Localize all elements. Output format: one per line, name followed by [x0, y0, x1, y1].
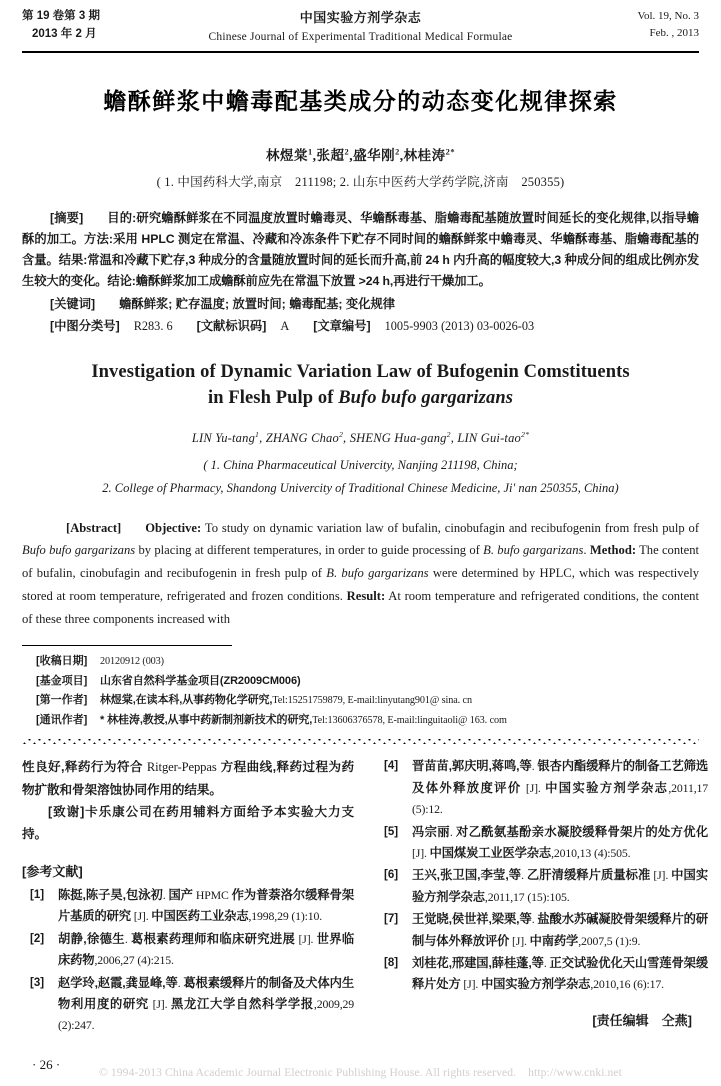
- journal-title-cn: 中国实验方剂学杂志: [299, 10, 422, 25]
- footnote-row: [22, 652, 699, 672]
- reference-number: [5]: [384, 825, 399, 838]
- abstract-cn: [22, 208, 699, 293]
- reference-number: [2]: [30, 932, 45, 945]
- issue-date-en: Feb. , 2013: [649, 27, 699, 40]
- acknowledgment-text: 卡乐康公司在药用辅料方面给予本实验大力支持。: [22, 804, 354, 841]
- article-title-en: [22, 359, 699, 412]
- reference-number: [6]: [384, 869, 399, 882]
- reference-text-latin: ,2011,17 (5):12.: [412, 780, 708, 817]
- reference-text-latin: .: [124, 931, 131, 946]
- cnki-url[interactable]: http://www.cnki.net: [528, 1066, 622, 1079]
- page-number: · 26 ·: [32, 1056, 61, 1072]
- reference-text-cjk: 正交试验优化天山雪莲骨架缓释片处方: [412, 955, 708, 992]
- abstract-en-label: [Abstract]: [66, 520, 122, 535]
- objective-text-en-b: by placing at different temperatures, in order to guide processing of: [135, 543, 484, 558]
- objective-text-cn: 研究蟾酥鲜浆在不同温度放置时蟾毒灵、华蟾酥毒基、脂蟾毒配基随放置时间延长的变化规律,以指导蟾酥的加工。: [22, 210, 699, 247]
- author-name-en: LIN Gui-tao: [457, 431, 522, 446]
- reference-text: [412, 822, 708, 865]
- species-italic-3: B. bufo gargarizans: [326, 566, 429, 581]
- keywords-cn-value: 蟾酥鲜浆; 贮存温度; 放置时间; 蟾毒配基; 变化规律: [119, 296, 396, 311]
- author-separator: ,: [349, 147, 354, 163]
- reference-item: [376, 909, 708, 952]
- reference-text-cjk: 世界临床药物: [58, 931, 354, 968]
- result-text-cn: 常温和冷藏下贮存,3 种成分的含量随放置时间的延长而升高,前 24 h 内升高的幅度较大,3 种成分间的组成比例亦发生较大的变化。: [22, 253, 700, 289]
- affiliation-cn: ( 1. 中国药科大学,南京 211198; 2. 山东中医药大学药学院,济南 250355): [156, 174, 565, 189]
- reference-text-cjk: 乙肝清缓释片质量标准: [526, 868, 651, 883]
- reference-text-cjk: 中国实验方剂学杂志: [545, 780, 669, 795]
- reference-text-cjk: 陈挺,陈子昊,包泳初: [58, 888, 163, 903]
- reference-text-cjk: 盐酸水苏碱凝胶骨架缓释片的研制与体外释放评价: [412, 912, 709, 948]
- reference-item: [376, 822, 708, 865]
- footnote-divider: [22, 645, 232, 646]
- reference-text: [412, 953, 708, 996]
- cnki-copyright-text: © 1994-2013 China Academic Journal Electronic Publishing House. All rights reserved.: [98, 1066, 517, 1079]
- reference-text: [412, 865, 708, 908]
- result-text-en: At room temperature and refrigerated conditions, the content of these three components increased with: [22, 589, 699, 627]
- footnote-value-cn: * 林桂涛,教授,从事中药新制剂新技术的研究,: [100, 713, 313, 726]
- reference-text: [58, 973, 354, 1037]
- reference-text-cjk: 胡静,徐德生: [58, 931, 125, 946]
- author-separator: ,: [259, 431, 266, 446]
- footnote-contact: Tel:13606376578, E-mail:linguitaoli@ 163. com: [312, 714, 507, 726]
- issue-date-cn: 2013 年 2 月: [32, 27, 97, 40]
- reference-text-latin: [J].: [130, 909, 152, 924]
- reference-text-cjk: 王兴,张卫国,李莹,等: [412, 868, 522, 883]
- method-label-cn: 方法:: [84, 232, 113, 247]
- running-head-left: [22, 8, 172, 44]
- reference-text-cjk: 中国煤炭工业医学杂志: [429, 845, 552, 860]
- reference-text-latin: .: [449, 824, 456, 839]
- author-affiliation-marker: 1: [307, 147, 313, 157]
- footnote-value: [100, 652, 164, 672]
- footnote-value-text: 20120912 (003): [100, 656, 164, 668]
- reference-text-cjk: 中国实验方剂学杂志: [481, 977, 591, 992]
- header-divider: [22, 51, 699, 53]
- reference-text-cjk: 葛根素药理师和临床研究进展: [131, 931, 296, 946]
- reference-text-latin: ,2010,13 (4):505.: [551, 845, 631, 860]
- author-name-cn: 张超: [316, 147, 345, 163]
- continued-body-text: [22, 756, 354, 800]
- equation-model-name: Ritger-Peppas: [146, 760, 217, 775]
- species-name-italic: Bufo bufo gargarizans: [338, 388, 514, 409]
- reference-item: [22, 973, 354, 1037]
- footnote-key: [收稿日期]: [36, 655, 88, 668]
- footnote-key: [通讯作者]: [36, 713, 88, 726]
- article-title-en-line2: [22, 385, 699, 411]
- author-affiliation-marker: 2: [395, 147, 400, 157]
- author-separator: ,: [343, 431, 350, 446]
- reference-text-latin: ,2011,17 (15):105.: [484, 889, 570, 904]
- author-affiliation-marker: 2*: [521, 430, 530, 440]
- reference-text-cjk: 黑龙江大学自然科学学报: [171, 997, 314, 1011]
- running-head: [22, 0, 699, 47]
- document-code-label: [文献标识码]: [196, 318, 267, 333]
- cnki-copyright-footer: [0, 1066, 721, 1079]
- result-label-cn: 结果:: [58, 253, 88, 268]
- conclusion-label-cn: 结论:: [107, 274, 136, 289]
- running-head-right: [549, 8, 699, 42]
- footnote-value: [100, 672, 301, 692]
- responsible-editor: [责任编辑 仝燕]: [592, 1012, 692, 1028]
- references-list-left: [22, 885, 354, 1037]
- reference-text-latin: [J].: [148, 997, 172, 1011]
- footnote-key: [第一作者]: [36, 694, 88, 707]
- reference-number: [7]: [384, 913, 399, 926]
- footnotes-block: [22, 652, 699, 730]
- footnote-value: [100, 691, 472, 711]
- author-name-en: SHENG Hua-gang: [349, 431, 447, 446]
- method-label-en: Method:: [589, 543, 637, 558]
- reference-text: [412, 909, 708, 952]
- reference-text-latin: [J].: [650, 868, 672, 883]
- journal-title-en: Chinese Journal of Experimental Traditional Medical Formulae: [208, 31, 513, 44]
- right-column: [376, 756, 708, 1072]
- reference-number: [3]: [30, 976, 45, 989]
- reference-text-cjk: 葛根素缓释片的制备及犬体内生物利用度的研究: [58, 975, 355, 1011]
- species-italic-1: Bufo bufo gargarizans: [22, 543, 136, 558]
- affiliation-en-line1: ( 1. China Pharmaceutical Univercity, Nanjing 211198, China;: [203, 458, 518, 473]
- reference-text-latin: [J].: [509, 933, 530, 948]
- author-name-cn: 林煜棠: [265, 147, 308, 163]
- reference-text-latin: .: [531, 912, 538, 927]
- reference-text-cjk: 对乙酰氨基酚亲水凝胶缓释骨架片的处方优化: [455, 824, 708, 839]
- volume-issue-cn: 第 19 卷第 3 期: [22, 10, 100, 22]
- article-title-cn: 蟾酥鲜浆中蟾毒配基类成分的动态变化规律探索: [103, 87, 618, 114]
- reference-text-cjk: 中南药学: [529, 933, 579, 948]
- volume-issue-en: Vol. 19, No. 3: [637, 10, 699, 22]
- reference-number: [8]: [384, 956, 399, 969]
- reference-text-cjk: 刘桂花,邢建国,薛桂蓬,等: [412, 955, 544, 970]
- reference-text-latin: .: [177, 975, 184, 990]
- objective-label-en: Objective:: [145, 520, 202, 535]
- author-affiliation-marker: 1: [255, 430, 260, 440]
- affiliation-en: [22, 454, 699, 500]
- footnote-value-cn: 林煜棠,在读本科,从事药物化学研究,: [100, 694, 273, 707]
- title-en-prefix: in Flesh Pulp of: [207, 388, 339, 409]
- species-italic-2: B. bufo gargarizans: [483, 543, 584, 558]
- reference-text-cjk: 中国医药工业杂志: [151, 909, 249, 924]
- reference-text-cjk: 国产: [168, 888, 193, 903]
- clc-value: R283. 6: [133, 318, 173, 333]
- continued-text-part: 性良好,释药行为符合: [22, 760, 147, 775]
- reference-text-latin: ,2010,16 (6):17.: [590, 977, 664, 992]
- conclusion-text-cn: 蟾酥鲜浆加工成蟾酥前应先在常温下放置 >24 h,再进行干燥加工。: [135, 274, 491, 289]
- document-code-value: A: [280, 318, 290, 333]
- abstract-en: [22, 517, 699, 632]
- reference-item: [376, 865, 708, 908]
- author-separator: ,: [450, 431, 458, 446]
- footnote-value-text: 山东省自然科学基金项目(ZR2009CM006): [100, 674, 301, 687]
- acknowledgment-label: [致谢]: [48, 804, 85, 819]
- reference-text: [412, 756, 708, 820]
- wavy-divider: [22, 739, 699, 744]
- article-id-value: 1005-9903 (2013) 03-0026-03: [384, 318, 535, 333]
- references-heading: [参考文献]: [22, 864, 83, 880]
- reference-text: [58, 929, 354, 972]
- references-list-right: [376, 756, 708, 995]
- acknowledgment-block: [22, 801, 354, 845]
- abstract-cn-label: [摘要]: [50, 210, 84, 225]
- reference-text-latin: ,1998,29 (1):10.: [248, 909, 323, 924]
- reference-text-latin: [J].: [521, 780, 546, 795]
- author-separator: ,: [399, 147, 404, 163]
- reference-number: [1]: [30, 889, 45, 902]
- clc-label: [中图分类号]: [50, 318, 120, 333]
- author-affiliation-marker: 2: [344, 147, 350, 157]
- keywords-cn: [22, 294, 699, 315]
- reference-text-latin: HPMC: [192, 888, 232, 903]
- reference-item: [22, 929, 354, 972]
- footnote-contact: Tel:15251759879, E-mail:linyutang901@ sina. cn: [272, 695, 472, 707]
- classification-line: [22, 316, 699, 337]
- reference-text-latin: .: [162, 888, 169, 903]
- reference-text-cjk: 赵学玲,赵霞,龚显峰,等: [58, 975, 178, 990]
- two-column-area: [22, 756, 709, 1072]
- author-separator: ,: [312, 147, 317, 163]
- continued-text-part: 方程曲线,释药过程为药物扩散和骨架溶蚀协同作用的结果。: [22, 760, 354, 797]
- objective-label-cn: 目的:: [107, 210, 137, 225]
- reference-text-latin: [J].: [412, 845, 430, 860]
- authors-en: [22, 431, 699, 446]
- keywords-cn-label: [关键词]: [50, 296, 96, 311]
- footnote-row: [22, 691, 699, 711]
- method-text-cn: 采用 HPLC 测定在常温、冷藏和冷冻条件下贮存不同时间的蟾酥鲜浆中蟾毒灵、华蟾酥毒基、脂蟾毒配基的含量。: [22, 232, 699, 268]
- footnote-key: [基金项目]: [36, 674, 88, 687]
- reference-text-latin: .: [521, 868, 527, 883]
- reference-item: [376, 953, 708, 996]
- article-title-en-line1: Investigation of Dynamic Variation Law of Bufogenin Comstituents: [91, 361, 630, 382]
- author-affiliation-marker: 2: [338, 430, 344, 440]
- author-affiliation-marker: 2*: [445, 147, 456, 157]
- reference-text: [58, 885, 354, 928]
- reference-number: [4]: [384, 760, 399, 773]
- author-name-cn: 林桂涛: [403, 147, 446, 163]
- reference-text-latin: .: [543, 955, 550, 970]
- reference-text-cjk: 中国实验方剂学杂志: [412, 868, 708, 904]
- result-label-en: Result:: [346, 589, 386, 604]
- objective-text-en-a: To study on dynamic variation law of bufalin, cinobufagin and recibufogenin from fresh pulp of: [204, 520, 700, 535]
- author-name-en: LIN Yu-tang: [191, 431, 256, 446]
- reference-text-latin: [J].: [460, 977, 481, 992]
- author-name-cn: 盛华刚: [353, 147, 396, 163]
- method-text-en-b: were determined by HPLC, which was respectively stored at room temperature, refrigerated and frozen conditions.: [22, 566, 699, 604]
- reference-text-latin: ,2007,5 (1):9.: [578, 933, 641, 948]
- reference-text-cjk: 作为普萘洛尔缓释骨架片基质的研究: [58, 888, 354, 924]
- reference-text-cjk: 冯宗丽: [412, 824, 450, 839]
- reference-text-latin: ,2006,27 (4):215.: [94, 953, 174, 968]
- author-affiliation-marker: 2: [446, 430, 451, 440]
- footnote-row: [22, 672, 699, 692]
- objective-text-en-c: .: [583, 543, 590, 558]
- running-head-center: [172, 8, 549, 47]
- reference-text-latin: .: [531, 759, 538, 774]
- reference-item: [22, 885, 354, 928]
- reference-text-cjk: 晋苗苗,郭庆明,蒋鸣,等: [412, 759, 532, 774]
- affiliation-en-line2: 2. College of Pharmacy, Shandong Univercity of Traditional Chinese Medicine, Ji' nan 250355, China): [102, 481, 619, 496]
- author-name-en: ZHANG Chao: [265, 431, 339, 446]
- authors-cn: [22, 144, 699, 164]
- left-column: [22, 756, 354, 1072]
- reference-text-cjk: 王觉晓,侯世祥,梁栗,等: [412, 912, 532, 927]
- article-id-label: [文章编号]: [313, 318, 371, 333]
- footnote-value: [100, 711, 507, 731]
- footnote-row: [22, 711, 699, 731]
- reference-text-latin: ,2009,29 (2):247.: [58, 997, 355, 1033]
- reference-text-cjk: 银杏内酯缓释片的制备工艺筛选及体外释放度评价: [412, 759, 709, 795]
- reference-item: [376, 756, 708, 820]
- method-text-en-a: The content of bufalin, cinobufagin and recibufogenin in fresh pulp of: [22, 543, 700, 581]
- reference-text-latin: [J].: [295, 931, 317, 946]
